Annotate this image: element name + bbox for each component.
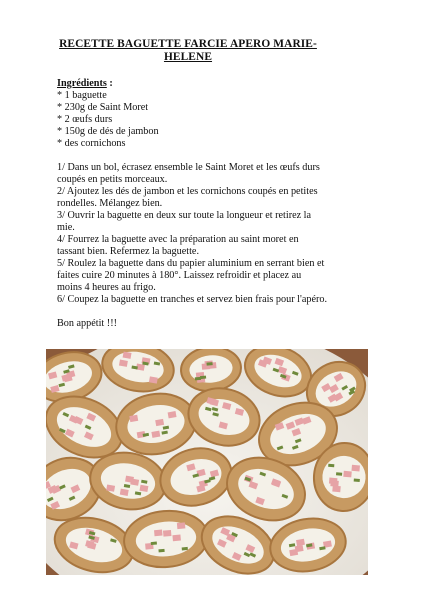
recipe-step: 2/ Ajoutez les dés de jambon et les cornichons coupés en petites rondelles. Mélangez bien. — [57, 186, 318, 209]
ingredients-heading: Ingrédients — [57, 78, 107, 89]
ingredient-item: * 230g de Saint Moret — [57, 102, 149, 113]
recipe-title — [48, 38, 328, 64]
recipe-title-line-2: HELENE — [163, 51, 213, 63]
ingredient-item: * des cornichons — [57, 138, 126, 149]
recipe-step: 3/ Ouvrir la baguette en deux sur toute la longueur et retirez la mie. — [57, 210, 312, 233]
ingredient-item: * 150g de dés de jambon — [57, 126, 159, 137]
ingredients-heading-row — [57, 78, 327, 90]
ingredients-heading-colon: : — [106, 78, 113, 89]
ingredient-item: * 2 œufs durs — [57, 114, 113, 125]
food-photo — [46, 349, 368, 575]
recipe-step: 1/ Dans un bol, écrasez ensemble le Saint Moret et les œufs durs coupés en petits morceaux. — [57, 162, 320, 185]
ingredients-list — [57, 90, 327, 150]
spacer — [57, 150, 327, 162]
steps-list — [57, 162, 327, 306]
recipe-title-line-1: RECETTE BAGUETTE FARCIE APERO MARIE- — [59, 38, 317, 50]
closing-line: Bon appétit !!! — [57, 318, 117, 329]
recipe-step: 4/ Fourrez la baguette avec la préparation au saint moret en tassant bien. Refermez la baguette. — [57, 234, 299, 257]
spacer — [57, 306, 327, 318]
ingredient-item: * 1 baguette — [57, 90, 107, 101]
food-photo-drawing — [46, 349, 368, 575]
recipe-step: 6/ Coupez la baguette en tranches et servez bien frais pour l'apéro. — [57, 294, 327, 305]
recipe-body — [57, 78, 327, 330]
recipe-step: 5/ Roulez la baguette dans du papier aluminium en serrant bien et faites cuire 20 minutes à 180°. Laissez refroidir et placez au moins 4 heures au frigo. — [57, 258, 325, 293]
